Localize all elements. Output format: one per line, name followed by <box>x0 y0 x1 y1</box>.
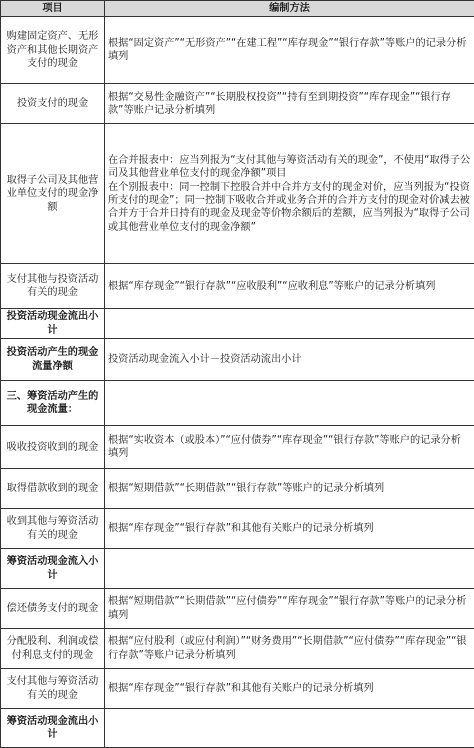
row-item-label: 收到其他与筹资活动有关的现金 <box>1 509 105 549</box>
method-text: 根据“库存现金”“银行存款”和其他有关账户的记录分析填列 <box>108 682 471 695</box>
row-item-label: 支付其他与投资活动有关的现金 <box>1 264 105 309</box>
row-item-label: 投资活动现金流出小计 <box>1 309 105 339</box>
row-item-label: 支付其他与筹资活动有关的现金 <box>1 669 105 709</box>
method-text: 在个别报表中：同一控制下控股合并中合并方支付的现金对价，应当列报为“投资所支付的现金”；同一控制下吸收合并或业务合并的合并方支付的现金对价减去被合并方于合并日持有的现金及现金等价物余额后的差额，应当列报为“取得子公司或其他营业单位支付的现金净额” <box>108 181 471 235</box>
method-text: 根据“实收资本（或股本）”“应付债券”“库存现金”“银行存款”等账户的记录分析填列 <box>108 434 471 461</box>
method-text: 根据“库存现金”“银行存款”和其他有关账户的记录分析填列 <box>108 522 471 535</box>
table-row <box>1 309 474 339</box>
table-row <box>1 84 474 124</box>
method-text: 根据“交易性金融资产”“长期股权投资”“持有至到期投资”“库存现金”“银行存款”等账户记录分析填列 <box>108 91 471 118</box>
table-row <box>1 469 474 509</box>
row-item-label: 偿还债务支付的现金 <box>1 589 105 629</box>
row-method <box>105 309 474 339</box>
method-text: 根据“应付股利（或应付利润）”“财务费用”“长期借款”“应付债券”“库存现金”“银行存款”等账户记录分析填列 <box>108 635 471 662</box>
row-method <box>105 264 474 309</box>
method-text: 根据“短期借款”“长期借款”“应付债券”“库存现金”“银行存款”等账户的记录分析填列 <box>108 595 471 622</box>
row-item-label: 投资支付的现金 <box>1 84 105 124</box>
table-row <box>1 381 474 426</box>
table-row <box>1 629 474 669</box>
row-item-label: 吸收投资收到的现金 <box>1 426 105 469</box>
row-method <box>105 426 474 469</box>
table-row <box>1 426 474 469</box>
table-header-row <box>1 1 474 17</box>
row-method <box>105 549 474 589</box>
table-row <box>1 709 474 748</box>
row-method <box>105 589 474 629</box>
row-method <box>105 469 474 509</box>
method-text: 投资活动现金流入小计－投资活动流出小计 <box>108 353 471 366</box>
method-text: 根据“库存现金”“银行存款”“应收股利”“应收利息”等账户的记录分析填列 <box>108 280 471 293</box>
row-item-label: 分配股利、利润或偿付利息支付的现金 <box>1 629 105 669</box>
row-item-label: 取得借款收到的现金 <box>1 469 105 509</box>
row-method <box>105 381 474 426</box>
row-item-label: 筹资活动现金流出小计 <box>1 709 105 748</box>
row-method <box>105 124 474 264</box>
row-method <box>105 629 474 669</box>
table-row <box>1 124 474 264</box>
row-item-label: 投资活动产生的现金流量净额 <box>1 339 105 381</box>
row-method <box>105 709 474 748</box>
table-row <box>1 509 474 549</box>
row-method <box>105 509 474 549</box>
row-item-label: 取得子公司及其他营业单位支付的现金净额 <box>1 124 105 264</box>
row-item-label: 三、筹资活动产生的现金流量： <box>1 381 105 426</box>
table-row <box>1 339 474 381</box>
method-text: 根据“短期借款”“长期借款”“银行存款”等账户的记录分析填列 <box>108 482 471 495</box>
table-row <box>1 589 474 629</box>
row-item-label: 筹资活动现金流入小计 <box>1 549 105 589</box>
row-method <box>105 339 474 381</box>
method-text: 根据“固定资产”“无形资产”“在建工程”“库存现金”“银行存款”等账户的记录分析填列 <box>108 37 471 64</box>
row-method <box>105 17 474 84</box>
table-row <box>1 549 474 589</box>
method-text: 在合并报表中：应当列报为“支付其他与筹资活动有关的现金”，不使用“取得子公司及其他营业单位支付的现金净额”项目 <box>108 154 471 181</box>
row-item-label: 购建固定资产、无形资产和其他长期资产支付的现金 <box>1 17 105 84</box>
table-row <box>1 264 474 309</box>
row-method <box>105 84 474 124</box>
header-method: 编制方法 <box>105 1 474 17</box>
header-item: 项目 <box>1 1 105 17</box>
table-row <box>1 17 474 84</box>
